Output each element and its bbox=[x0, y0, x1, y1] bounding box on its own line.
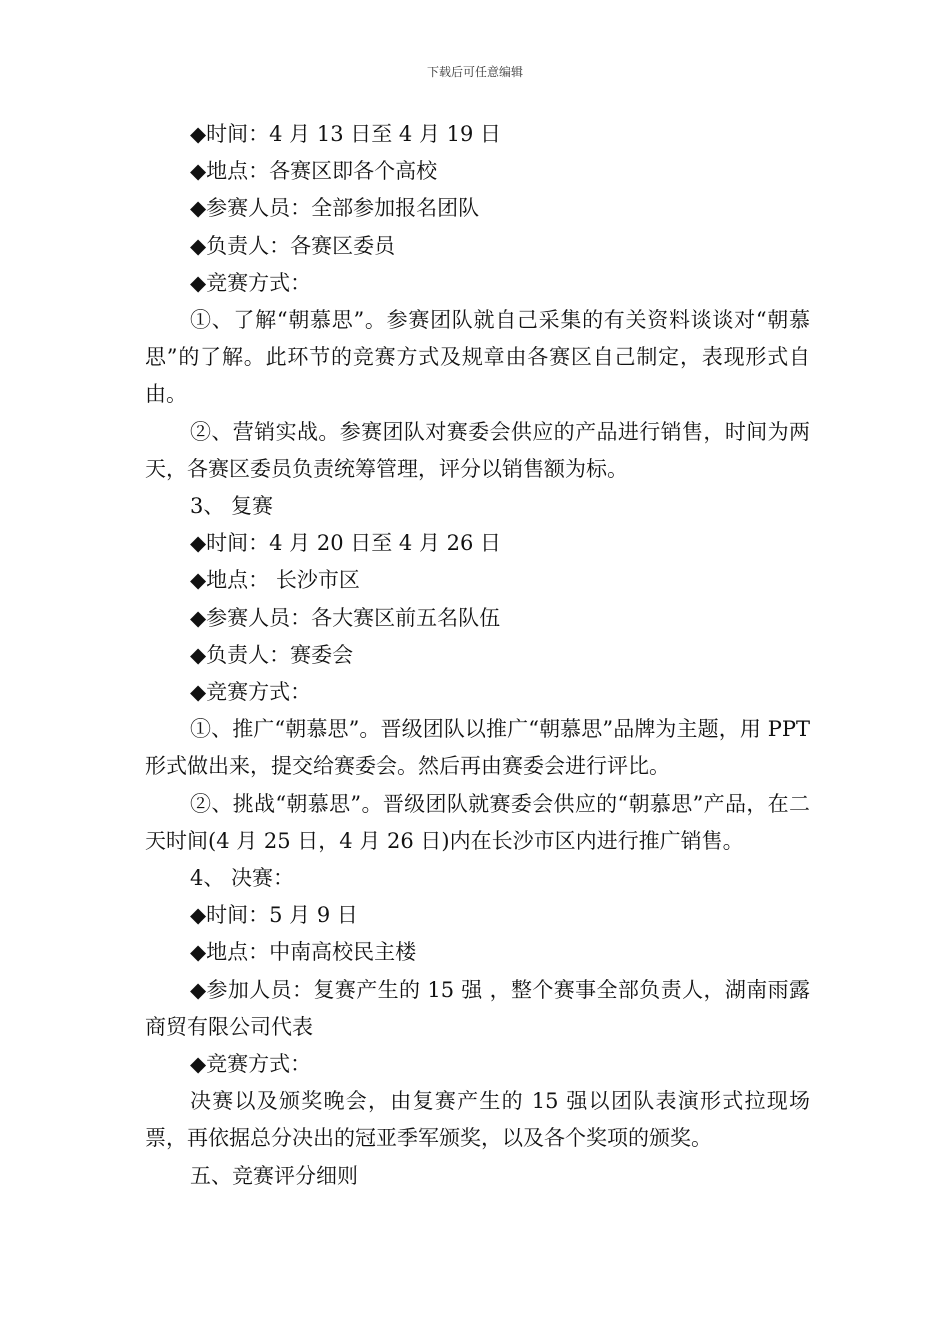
prelim-format-item-1: ①、了解“朝慕思”。参赛团队就自己采集的有关资料谈谈对“朝慕思”的了解。此环节的竞赛方式及规章由各赛区自己制定，表现形式自由。 bbox=[145, 308, 810, 407]
semifinal-format-item-1: ①、推广“朝慕思”。晋级团队以推广“朝慕思”品牌为主题，用 PPT 形式做出来，提交给赛委会。然后再由赛委会进行评比。 bbox=[145, 717, 810, 779]
prelim-format-heading: ◆竞赛方式： bbox=[190, 270, 312, 295]
final-format-heading: ◆竞赛方式： bbox=[190, 1052, 312, 1077]
document-body bbox=[145, 116, 810, 1195]
final-location: ◆地点：中南高校民主楼 bbox=[190, 940, 417, 965]
scoring-rules-heading: 五、竞赛评分细则 bbox=[190, 1163, 358, 1188]
semifinal-participants: ◆参赛人员：各大赛区前五名队伍 bbox=[190, 605, 501, 630]
prelim-time: ◆时间：4 月 13 日至 4 月 19 日 bbox=[190, 122, 502, 146]
final-time: ◆时间：5 月 9 日 bbox=[190, 903, 358, 928]
prelim-participants: ◆参赛人员：全部参加报名团队 bbox=[190, 196, 480, 221]
semifinal-location: ◆地点： 长沙市区 bbox=[190, 568, 360, 593]
semifinal-time: ◆时间：4 月 20 日至 4 月 26 日 bbox=[190, 531, 502, 556]
prelim-format-item-2: ②、营销实战。参赛团队对赛委会供应的产品进行销售，时间为两天，各赛区委员负责统筹管理，评分以销售额为标。 bbox=[145, 419, 810, 481]
prelim-location: ◆地点：各赛区即各个高校 bbox=[190, 159, 438, 184]
final-format-description: 决赛以及颁奖晚会，由复赛产生的 15 强以团队表演形式拉现场票，再依据总分决出的冠亚季军颁奖，以及各个奖项的颁奖。 bbox=[145, 1089, 810, 1151]
semifinal-person-in-charge: ◆负责人：赛委会 bbox=[190, 642, 354, 667]
page-header: 下载后可任意编辑 bbox=[426, 65, 523, 79]
semifinal-format-item-2: ②、挑战“朝慕思”。晋级团队就赛委会供应的“朝慕思”产品，在二天时间(4 月 25 日，4 月 26 日)内在长沙市区内进行推广销售。 bbox=[145, 791, 810, 853]
semifinal-heading: 3、 复赛 bbox=[190, 494, 274, 519]
semifinal-format-heading: ◆竞赛方式： bbox=[190, 680, 312, 705]
final-participants: ◆参加人员：复赛产生的 15 强 ，整个赛事全部负责人，湖南雨露商贸有限公司代表 bbox=[145, 977, 810, 1039]
prelim-person-in-charge: ◆负责人：各赛区委员 bbox=[190, 233, 396, 258]
final-heading: 4、 决赛： bbox=[190, 866, 295, 891]
